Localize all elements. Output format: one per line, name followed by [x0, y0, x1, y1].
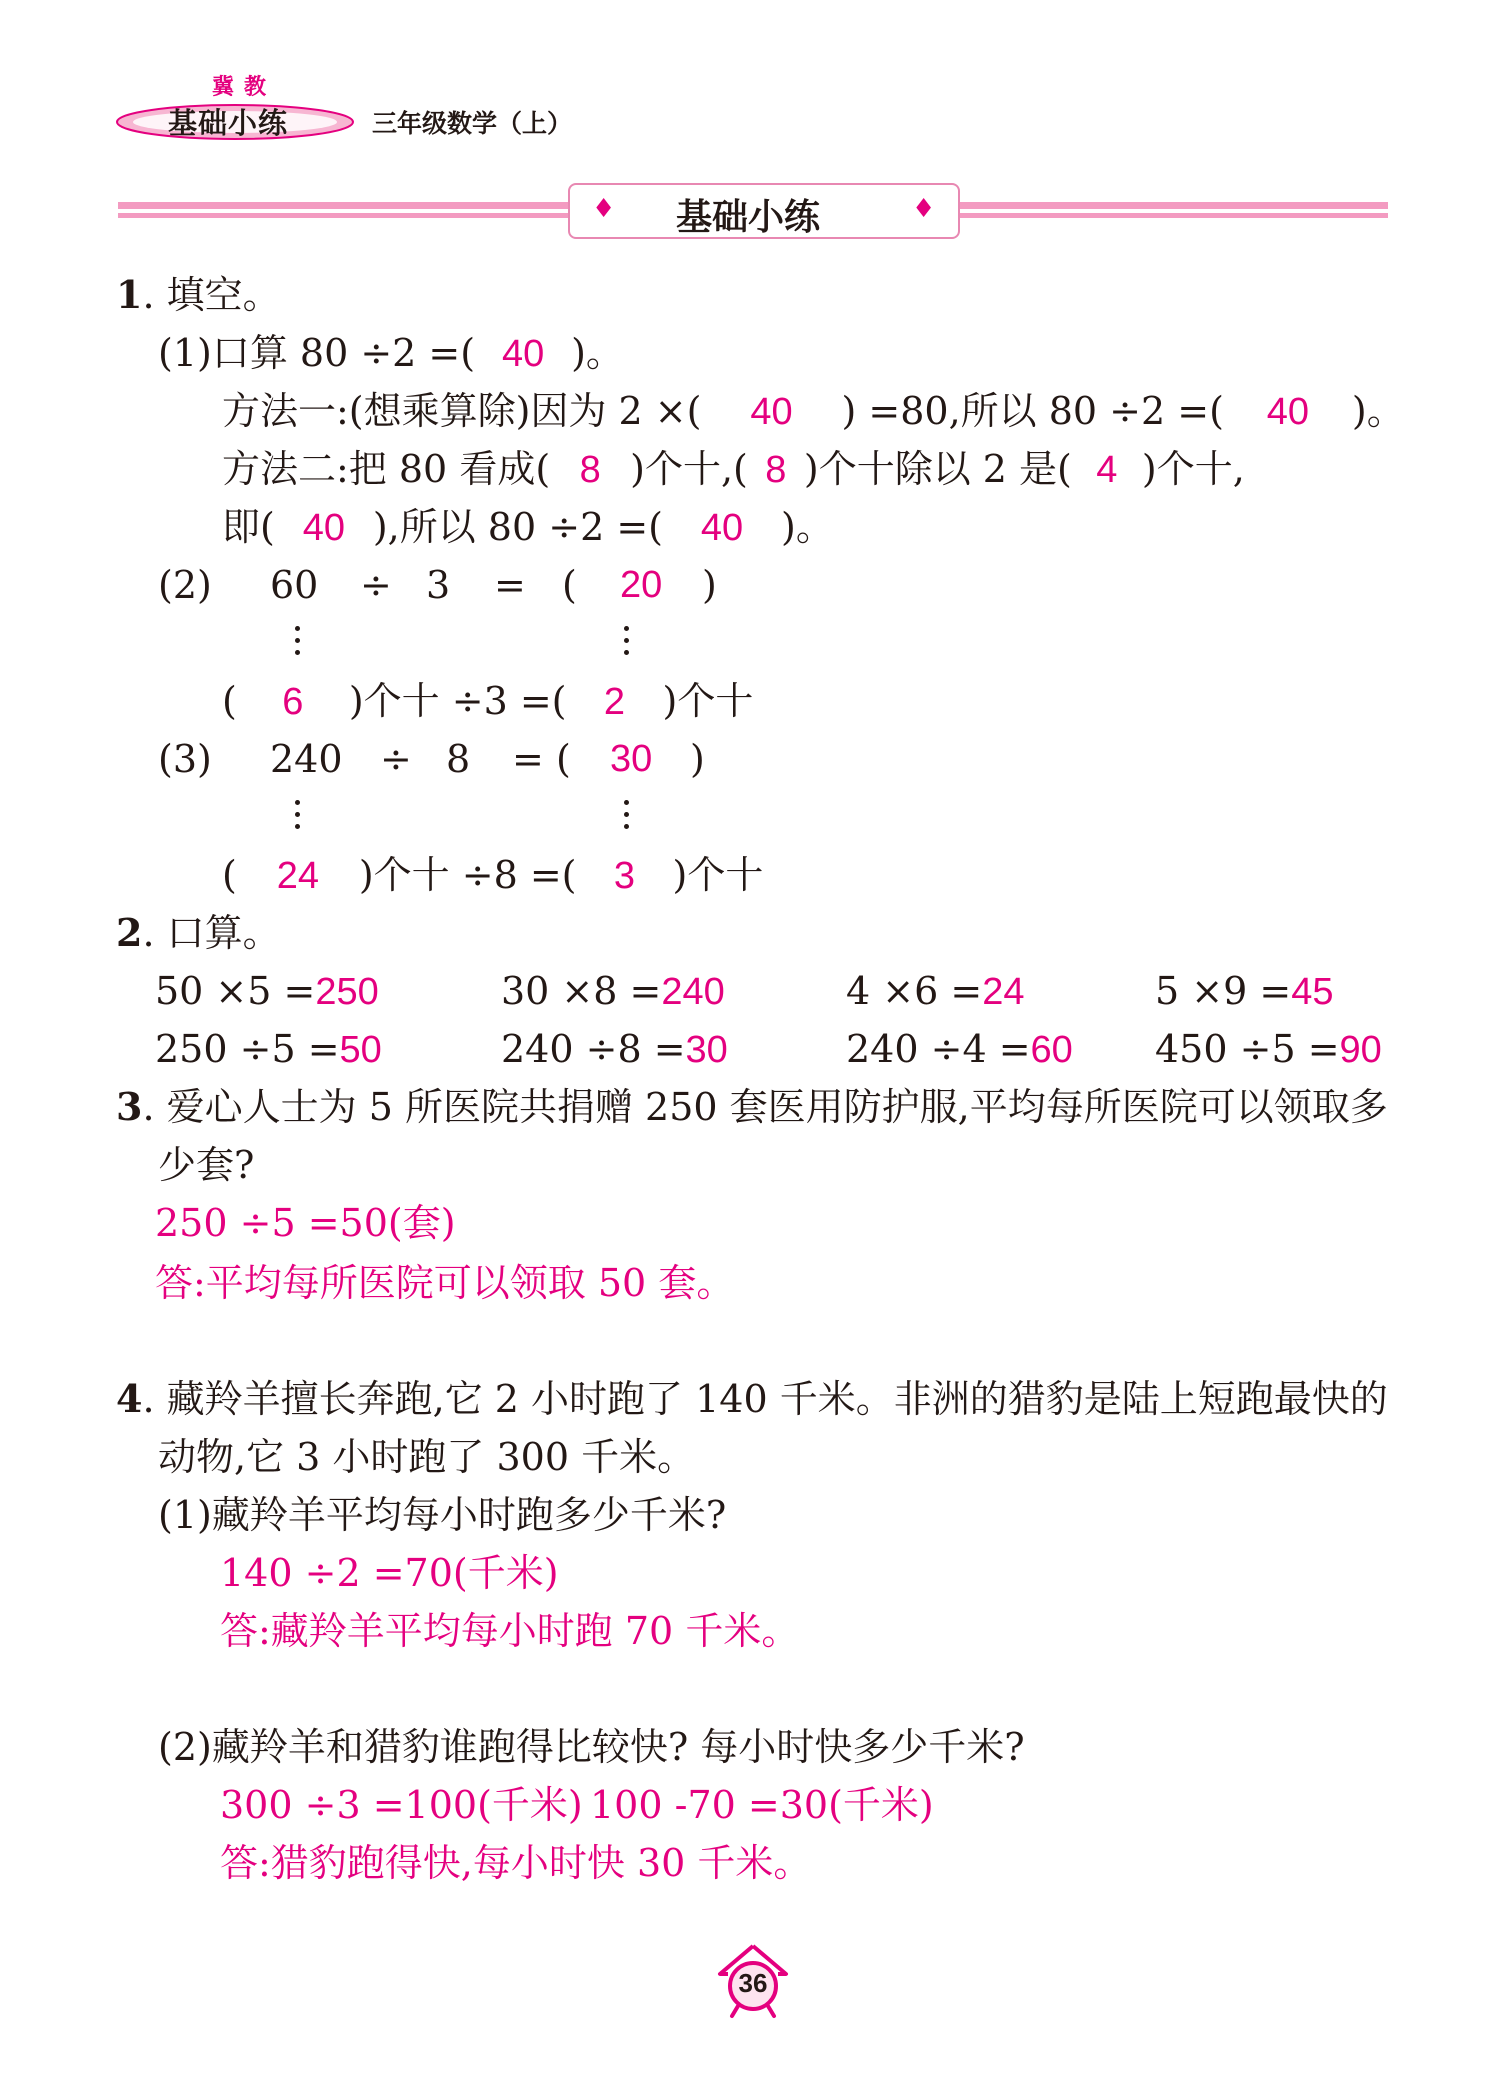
answer: 45: [1291, 971, 1334, 1013]
answer: 40: [501, 333, 545, 375]
mental-math-item: 4 ×6 =24: [846, 969, 1025, 1013]
solution-calc: 300 ÷3 =100(千米): [220, 1783, 583, 1827]
vertical-dots: [624, 626, 630, 662]
answer: 250: [315, 971, 379, 1013]
diamond-icon: ♦: [912, 194, 936, 224]
mental-math-item: 50 ×5 =250: [155, 969, 379, 1013]
page-number: 36: [738, 1968, 768, 1998]
question-number: 2: [116, 910, 143, 955]
solution-calc: 140 ÷2 =70(千米): [220, 1551, 559, 1595]
solution-calc: 100 -70 =30(千米): [590, 1783, 934, 1827]
q1-part1-line: (1)口算 80 ÷2 =( 40 )。: [158, 331, 624, 375]
vertical-dots: [295, 626, 301, 662]
answer: 8: [765, 449, 787, 491]
answer: 40: [750, 391, 793, 433]
answer: 2: [603, 681, 626, 723]
mental-math-item: 240 ÷4 =60: [846, 1027, 1073, 1071]
method-two-line: 方法二:把 80 看成( 8 )个十,( 8 )个十除以 2 是( 4 )个十,: [222, 447, 1245, 491]
answer: 50: [339, 1029, 382, 1071]
mental-math-item: 250 ÷5 =50: [155, 1027, 382, 1071]
sub-question: (2)藏羚羊和猎豹谁跑得比较快? 每小时快多少千米?: [158, 1725, 1025, 1769]
section-title: 基础小练: [676, 197, 821, 238]
q1-part2-equation: (2) 60 ÷ 3 = ( 20 ): [158, 563, 717, 607]
question-text: 爱心人士为 5 所医院共捐赠 250 套医用防护服,平均每所医院可以领取多: [166, 1085, 1388, 1129]
question-text: 藏羚羊擅长奔跑,它 2 小时跑了 140 千米。非洲的猎豹是陆上短跑最快的: [166, 1377, 1388, 1421]
q1-part3-equation: (3) 240 ÷ 8 = ( 30 ): [158, 737, 705, 781]
answer: 30: [685, 1029, 728, 1071]
answer: 24: [982, 971, 1025, 1013]
question-number: 1: [116, 272, 143, 317]
question-number: 3: [116, 1084, 143, 1129]
answer: 24: [276, 855, 319, 897]
mental-math-item: 450 ÷5 =90: [1155, 1027, 1382, 1071]
method-conclusion-line: 即( 40 ),所以 80 ÷2 =( 40 )。: [222, 505, 834, 549]
question-title: 填空。: [166, 273, 281, 317]
answer: 6: [282, 681, 304, 723]
question-text: 动物,它 3 小时跑了 300 千米。: [158, 1435, 696, 1479]
answer: 30: [610, 738, 653, 780]
answer: 3: [613, 855, 636, 897]
sub-question: (1)藏羚羊平均每小时跑多少千米?: [158, 1493, 727, 1537]
answer: 40: [700, 507, 744, 549]
vertical-dots: [624, 800, 630, 836]
solution-calc: 250 ÷5 =50(套): [155, 1201, 456, 1245]
section-title-box: [568, 183, 960, 239]
diamond-icon: ♦: [592, 194, 616, 224]
solution-answer: 答:藏羚羊平均每小时跑 70 千米。: [220, 1609, 800, 1653]
badge-main-text: 基础小练: [168, 106, 289, 140]
question-number: 4: [116, 1376, 143, 1421]
question-text: 少套?: [158, 1143, 255, 1187]
answer: 8: [579, 449, 601, 491]
mental-math-item: 240 ÷8 =30: [501, 1027, 728, 1071]
answer: 4: [1096, 449, 1118, 491]
book-subtitle: 三年级数学（上）: [372, 109, 573, 138]
answer: 90: [1339, 1029, 1382, 1071]
mental-math-item: 5 ×9 =45: [1155, 969, 1334, 1013]
q1-part3-tens-line: ( 24 )个十 ÷8 =( 3 )个十: [222, 853, 764, 897]
q1-part2-tens-line: ( 6 )个十 ÷3 =( 2 )个十: [222, 679, 754, 723]
answer: 60: [1030, 1029, 1073, 1071]
mental-math-item: 30 ×8 =240: [501, 969, 725, 1013]
answer: 20: [620, 564, 663, 606]
solution-answer: 答:猎豹跑得快,每小时快 30 千米。: [220, 1841, 812, 1885]
method-one-line: 方法一:(想乘算除)因为 2 ×( 40 ) =80,所以 80 ÷2 =( 40 )。: [222, 389, 1405, 433]
answer: 240: [661, 971, 725, 1013]
solution-answer: 答:平均每所医院可以领取 50 套。: [155, 1261, 735, 1305]
question-title: 口算。: [166, 911, 281, 955]
vertical-dots: [295, 800, 301, 836]
answer: 40: [302, 507, 345, 549]
badge-top-text: 冀教: [212, 75, 277, 100]
answer: 40: [1266, 391, 1310, 433]
